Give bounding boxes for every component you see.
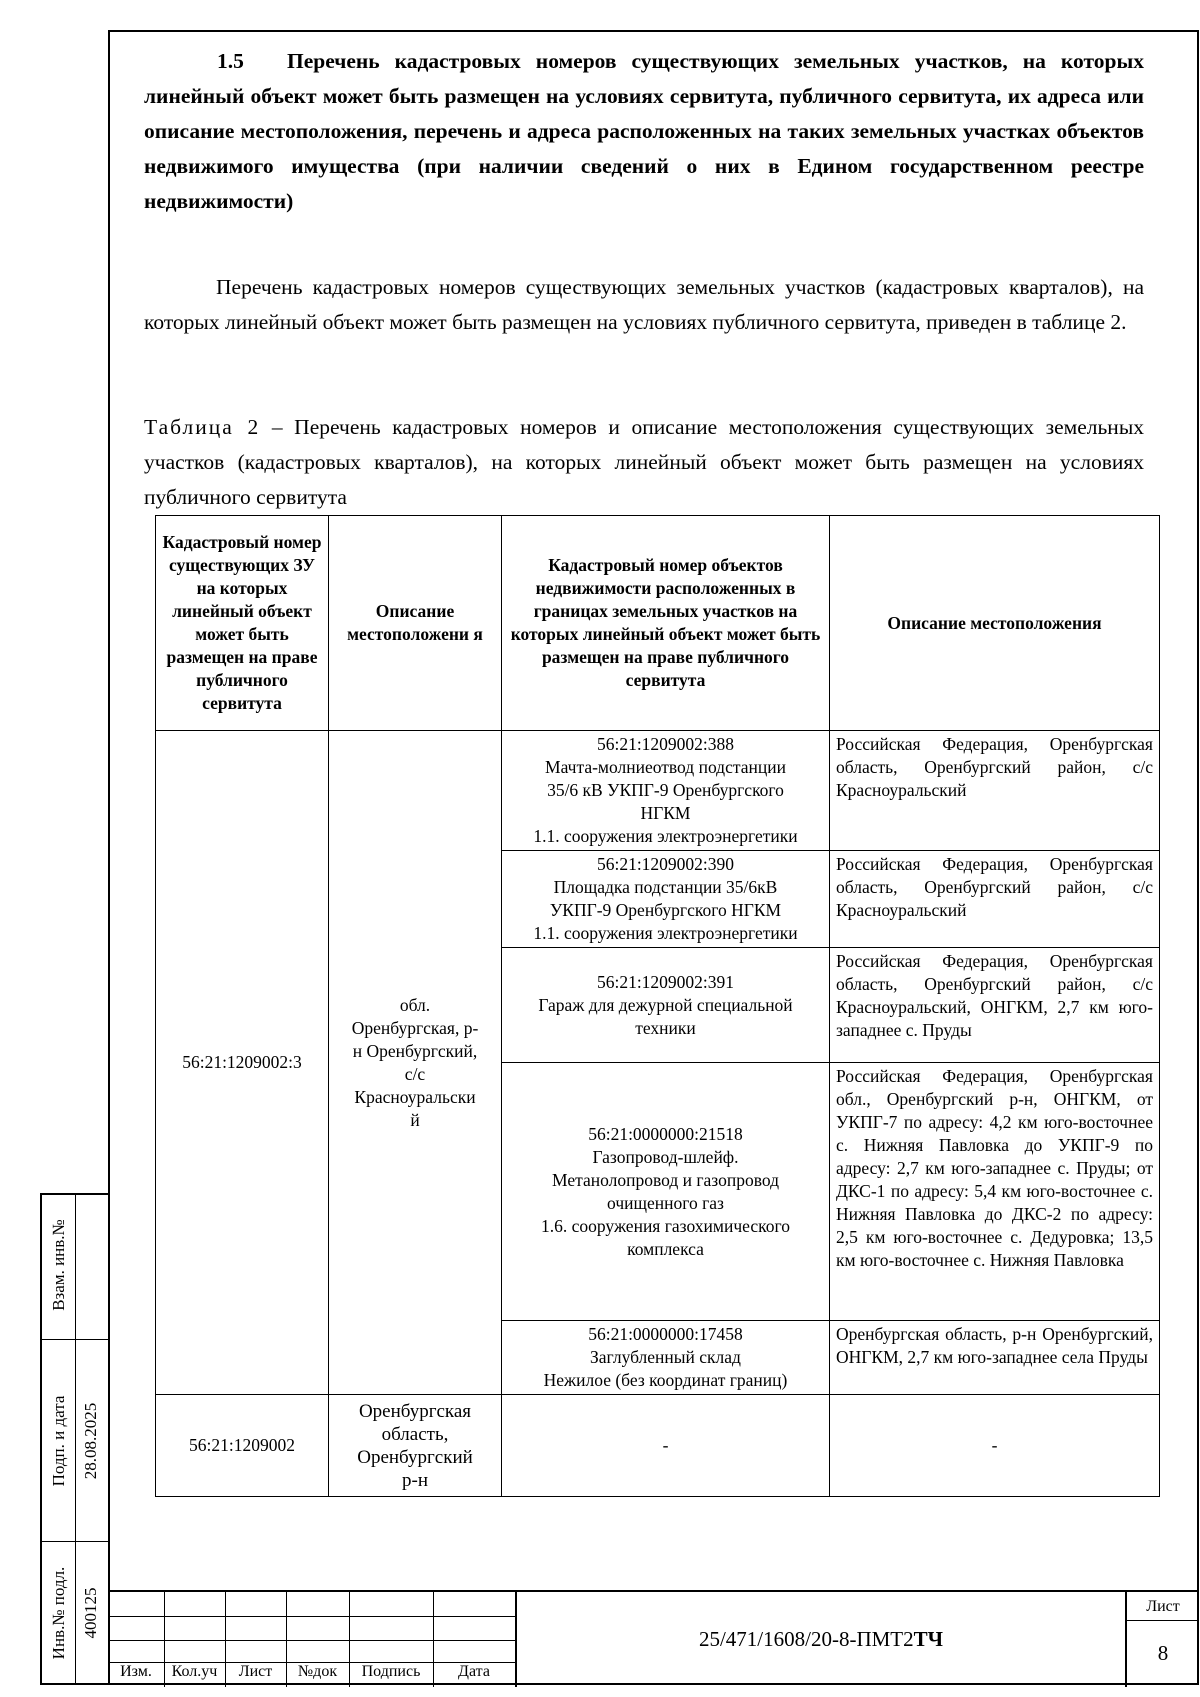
address-cell: Российская Федерация, Оренбургская обл., Оренбургский р-н, ОНГКМ, от УКПГ-7 по адресу: 4,2 км юго-восточнее с. Нижняя Павловка до УКПГ-9 по адресу: 2,7 км юго-западнее с. Пруды; от ДКС-1 по адресу: 5,4 км юго-восточнее с. Нижняя Павловка до ДКС-2 по адресу: 2,5 км юго-восточнее с. Дедуровка; 13,5 км юго-восточнее с. Нижняя Павловка bbox=[830, 1063, 1160, 1321]
tb-label-ndoc: №док bbox=[297, 1663, 338, 1680]
sheet-label: Лист bbox=[1127, 1592, 1199, 1621]
object-cell: 56:21:1209002:391 Гараж для дежурной специальной техники bbox=[502, 948, 830, 1063]
document-code: 25/471/1608/20-8-ПМТ2ТЧ bbox=[515, 1592, 1127, 1687]
object-cell: 56:21:1209002:388 Мачта-молниеотвод подстанции 35/6 кВ УКПГ-9 Оренбургского НГКМ 1.1. сооружения электроэнергетики bbox=[502, 731, 830, 851]
address-cell: Российская Федерация, Оренбургская область, Оренбургский район, с/с Красноуральский bbox=[830, 731, 1160, 851]
tb-label-podpis: Подпись bbox=[361, 1663, 421, 1680]
address-cell: Российская Федерация, Оренбургская область, Оренбургский район, с/с Красноуральский bbox=[830, 851, 1160, 948]
tb-label-list: Лист bbox=[238, 1663, 273, 1680]
stamp-inv-number: 400125 bbox=[81, 1587, 100, 1639]
stamp-podp-label: Подп. и дата bbox=[49, 1395, 68, 1487]
tb-label-izm: Изм. bbox=[120, 1663, 152, 1680]
title-block bbox=[108, 1590, 1199, 1685]
table-caption bbox=[144, 410, 1144, 515]
header-location: Описание местоположени я bbox=[329, 516, 502, 731]
table-caption-label: Таблица 2 bbox=[144, 415, 261, 439]
parcel-cell: 56:21:1209002:3 bbox=[156, 731, 329, 1395]
section-number: 1.5 bbox=[217, 49, 244, 73]
header-parcel: Кадастровый номер существующих ЗУ на которых линейный объект может быть размещен на праве публичного сервитута bbox=[156, 516, 329, 731]
tb-label-data: Дата bbox=[458, 1663, 490, 1680]
header-address: Описание местоположения bbox=[830, 516, 1160, 731]
address-cell: - bbox=[830, 1395, 1160, 1497]
sheet-number: 8 bbox=[1157, 1641, 1169, 1665]
table-caption-text: – Перечень кадастровых номеров и описание местоположения существующих земельных участков (кадастровых кварталов), на которых линейный объект может быть размещен на условиях публичного сервитута bbox=[144, 415, 1145, 509]
header-objects: Кадастровый номер объектов недвижимости расположенных в границах земельных участков на которых линейный объект может быть размещен на праве публичного сервитута bbox=[502, 516, 830, 731]
section-heading bbox=[144, 44, 1144, 219]
object-cell: 56:21:0000000:17458 Заглубленный склад Нежилое (без координат границ) bbox=[502, 1321, 830, 1395]
servitude-table bbox=[155, 515, 1160, 1497]
location-cell: Оренбургская область, Оренбургский р-н bbox=[329, 1395, 502, 1497]
location-cell: обл. Оренбургская, р- н Оренбургский, с/с Красноуральски й bbox=[329, 731, 502, 1395]
stamp-inv-label: Инв.№ подл. bbox=[49, 1566, 68, 1660]
tb-label-kolvo: Кол.уч bbox=[171, 1663, 218, 1680]
section-title: Перечень кадастровых номеров существующих земельных участков, на которых линейный объект может быть размещен на условиях сервитута, публичного сервитута, их адреса или описание местоположения, перечень и адреса расположенных на таких земельных участках объектов недвижимого имущества (при наличии сведений о них в Едином государственном реестре недвижимости) bbox=[144, 49, 1144, 213]
side-stamp bbox=[40, 1193, 108, 1685]
stamp-date: 28.08.2025 bbox=[81, 1402, 100, 1480]
object-cell: 56:21:1209002:390 Площадка подстанции 35/6кВ УКПГ-9 Оренбургского НГКМ 1.1. сооружения электроэнергетики bbox=[502, 851, 830, 948]
intro-paragraph: Перечень кадастровых номеров существующих земельных участков (кадастровых кварталов), на которых линейный объект может быть размещен на условиях публичного сервитута, приведен в таблице 2. bbox=[144, 275, 1144, 334]
stamp-vzam-label: Взам. инв.№ bbox=[49, 1219, 68, 1311]
object-cell: 56:21:0000000:21518 Газопровод-шлейф. Метанолопровод и газопровод очищенного газ 1.6. сооружения газохимического комплекса bbox=[502, 1063, 830, 1321]
parcel-cell: 56:21:1209002 bbox=[156, 1395, 329, 1497]
address-cell: Оренбургская область, р-н Оренбургский, ОНГКМ, 2,7 км юго-западнее села Пруды bbox=[830, 1321, 1160, 1395]
object-cell: - bbox=[502, 1395, 830, 1497]
address-cell: Российская Федерация, Оренбургская область, Оренбургский район, с/с Красноуральский, ОНГКМ, 2,7 км юго-западнее с. Пруды bbox=[830, 948, 1160, 1063]
